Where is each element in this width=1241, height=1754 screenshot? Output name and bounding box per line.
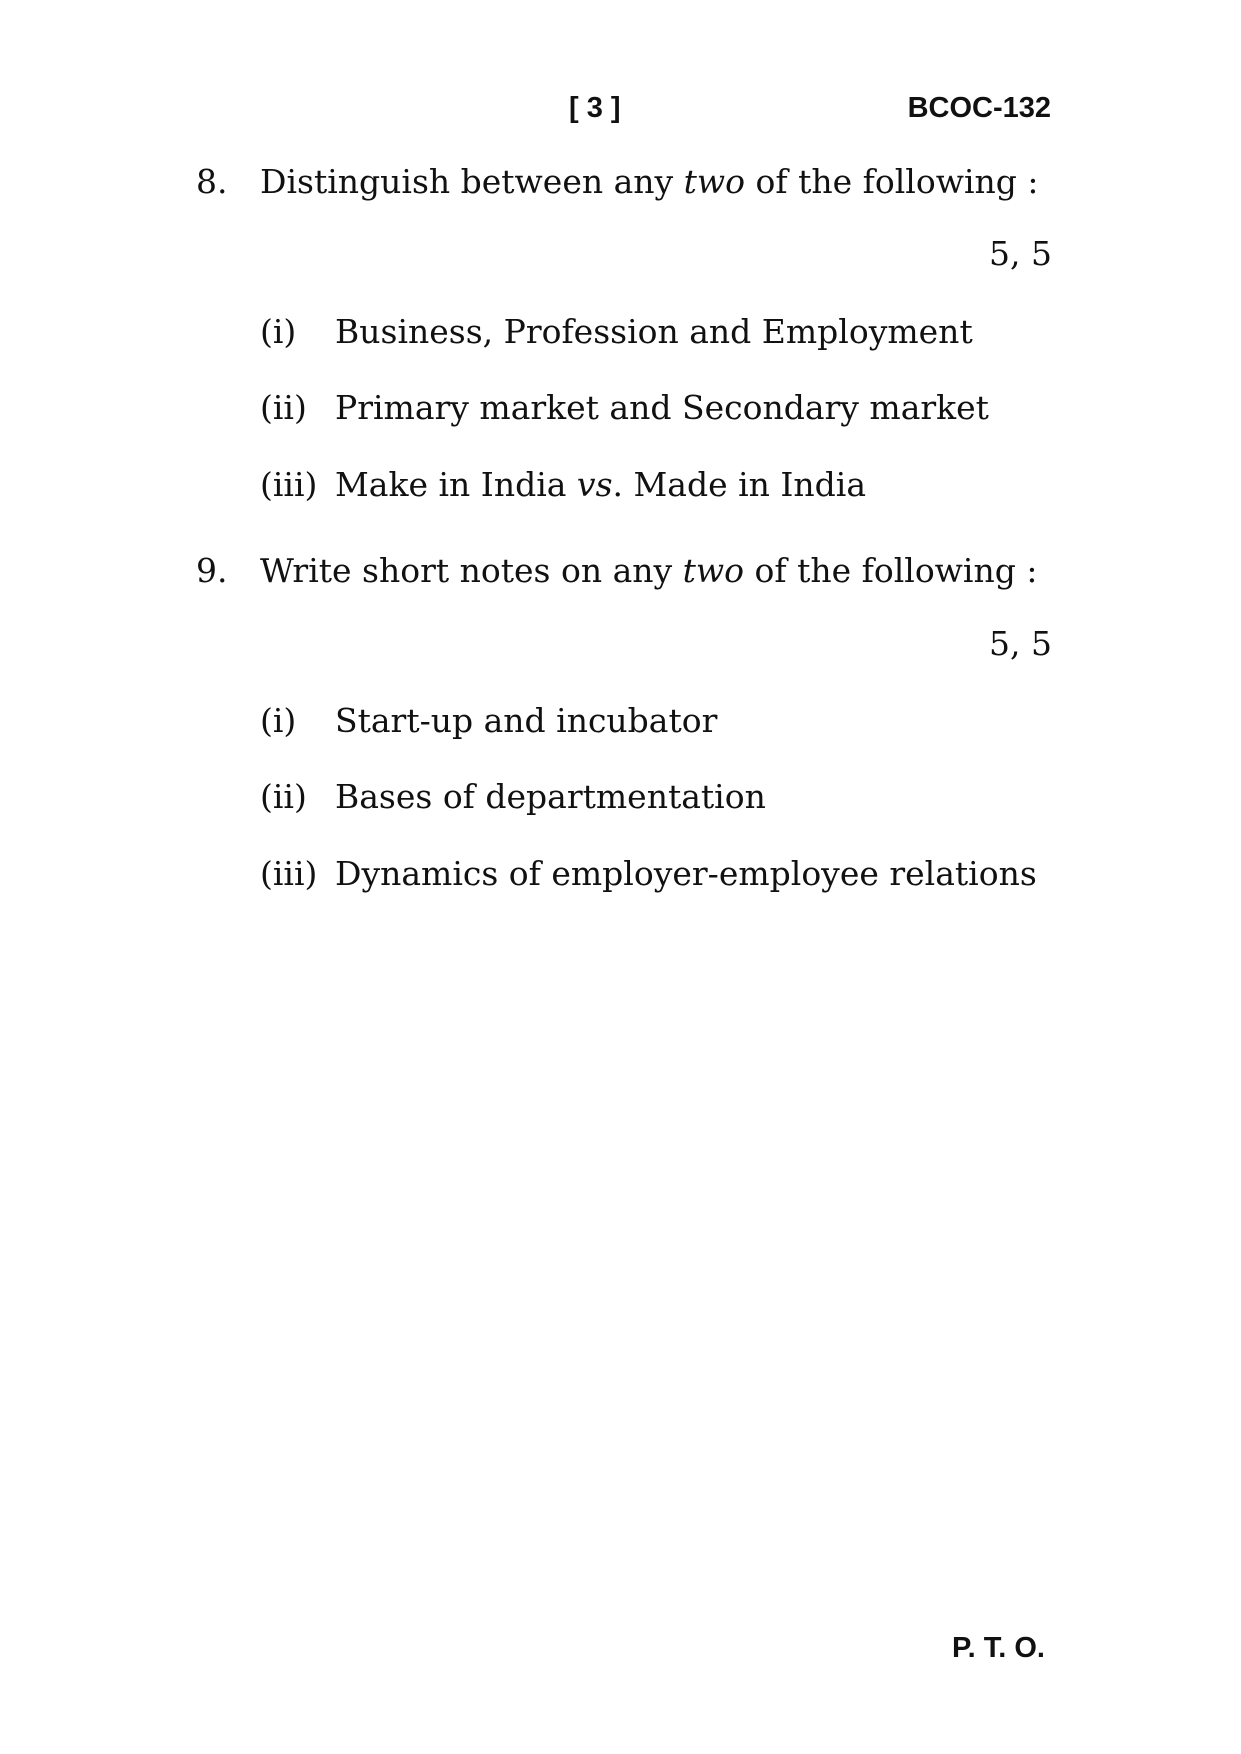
pto-label: P. T. O.: [952, 1632, 1045, 1664]
question-marks: 5, 5: [989, 624, 1052, 663]
paper-code: BCOC-132: [907, 92, 1051, 124]
option-text: Dynamics of employer-employee relations: [335, 854, 1037, 893]
question-text: Write short notes on any two of the following :: [260, 551, 1038, 590]
option-label: (iii): [260, 465, 318, 504]
question-marks: 5, 5: [989, 234, 1052, 273]
option-text: Bases of departmentation: [335, 777, 766, 816]
question-text: Distinguish between any two of the following :: [260, 162, 1039, 201]
question-number: 9.: [196, 551, 228, 590]
option-text: Primary market and Secondary market: [335, 388, 989, 427]
option-label: (i): [260, 312, 297, 351]
page-number: [ 3 ]: [569, 92, 621, 124]
option-text: Business, Profession and Employment: [335, 312, 973, 351]
option-text: Make in India vs. Made in India: [335, 465, 867, 504]
option-label: (i): [260, 701, 297, 740]
emphasis-text: two: [682, 551, 745, 590]
option-text: Start-up and incubator: [335, 701, 718, 740]
option-label: (ii): [260, 388, 307, 427]
option-label: (ii): [260, 777, 307, 816]
emphasis-text: two: [683, 162, 746, 201]
question-number: 8.: [196, 162, 228, 201]
emphasis-text: vs: [576, 465, 613, 504]
option-label: (iii): [260, 854, 318, 893]
